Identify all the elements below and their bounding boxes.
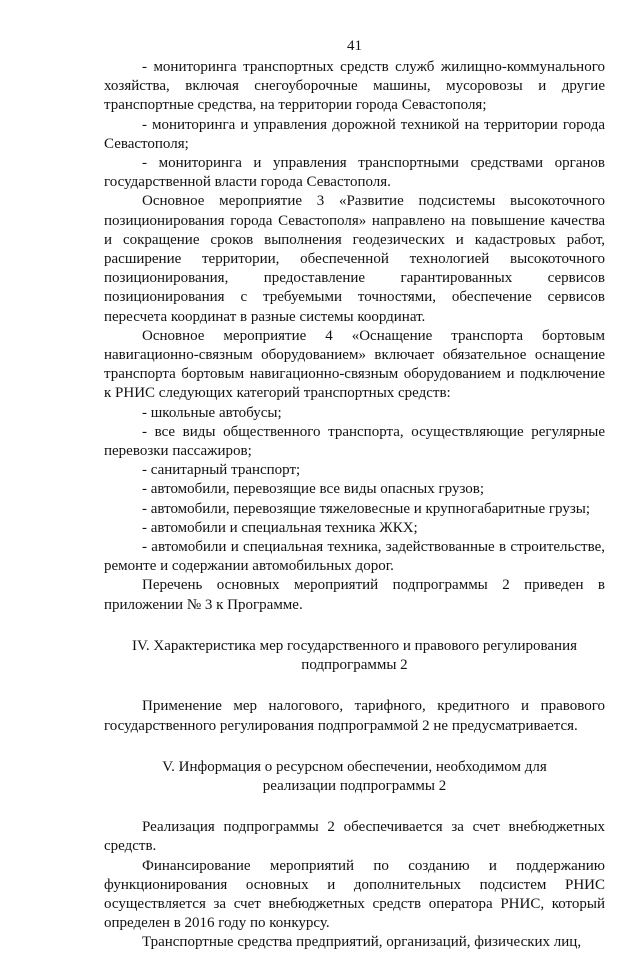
- paragraph: Основное мероприятие 4 «Оснащение транспорта бортовым навигационно-связным оборудованием» включает обязательное оснащение транспорта бортовым навигационно-связным оборудованием и подключение к РНИС следующих категорий транспортных средств:: [104, 327, 605, 402]
- paragraph: Основное мероприятие 3 «Развитие подсистемы высокоточного позиционирования города Севастополя» направлено на повышение качества и сокращение сроков выполнения геодезических и кадастровых работ, расширение территории, обеспеченной технологией высокоточного позиционирования, предоставление гарантированных сервисов позиционирования с требуемыми точностями, обеспечение сервисов пересчета координат в разные системы координат.: [104, 193, 605, 325]
- list-item: - автомобили и специальная техника ЖКХ;: [142, 519, 418, 536]
- document-page: [104, 0, 605, 951]
- section-5-heading: [104, 758, 605, 796]
- section-4-heading-line1: IV. Характеристика мер государственного и правового регулирования: [132, 637, 577, 654]
- document-body: [104, 58, 605, 953]
- paragraph: - мониторинга и управления транспортными средствами органов государственной власти города Севастополя.: [104, 155, 605, 191]
- paragraph: Перечень основных мероприятий подпрограммы 2 приведен в приложении № 3 к Программе.: [104, 577, 605, 613]
- paragraph: Финансирование мероприятий по созданию и поддержанию функционирования основных и дополнительных подсистем РНИС осуществляется за счет внебюджетных средств оператора РНИС, который определен в 2016 году по конкурсу.: [104, 857, 605, 932]
- paragraph: Транспортные средства предприятий, организаций, физических лиц,: [142, 934, 582, 951]
- list-item: - автомобили, перевозящие все виды опасных грузов;: [142, 481, 485, 498]
- paragraph: Применение мер налогового, тарифного, кредитного и правового государственного регулирования подпрограммой 2 не предусматривается.: [104, 698, 605, 734]
- section-5-heading-line1: V. Информация о ресурсном обеспечении, необходимом для: [162, 758, 547, 775]
- section-5-heading-line2: реализации подпрограммы 2: [262, 777, 447, 794]
- paragraph: - мониторинга и управления дорожной техникой на территории города Севастополя;: [104, 116, 605, 152]
- paragraph: Реализация подпрограммы 2 обеспечивается за счет внебюджетных средств.: [104, 819, 605, 855]
- list-item: - санитарный транспорт;: [142, 462, 301, 479]
- list-item: - школьные автобусы;: [142, 404, 282, 421]
- list-item: - все виды общественного транспорта, осуществляющие регулярные перевозки пассажиров;: [104, 423, 605, 460]
- list-item: - автомобили и специальная техника, задействованные в строительстве, ремонте и содержании автомобильных дорог.: [104, 539, 605, 575]
- section-4-heading: [104, 637, 605, 675]
- list-item: - автомобили, перевозящие тяжеловесные и крупногабаритные грузы;: [142, 500, 590, 517]
- section-4-heading-line2: подпрограммы 2: [301, 657, 408, 674]
- paragraph: - мониторинга транспортных средств служб жилищно-коммунального хозяйства, включая снегоуборочные машины, мусоровозы и другие транспортные средства, на территории города Севастополя;: [104, 59, 605, 114]
- page-number: 41: [347, 38, 362, 54]
